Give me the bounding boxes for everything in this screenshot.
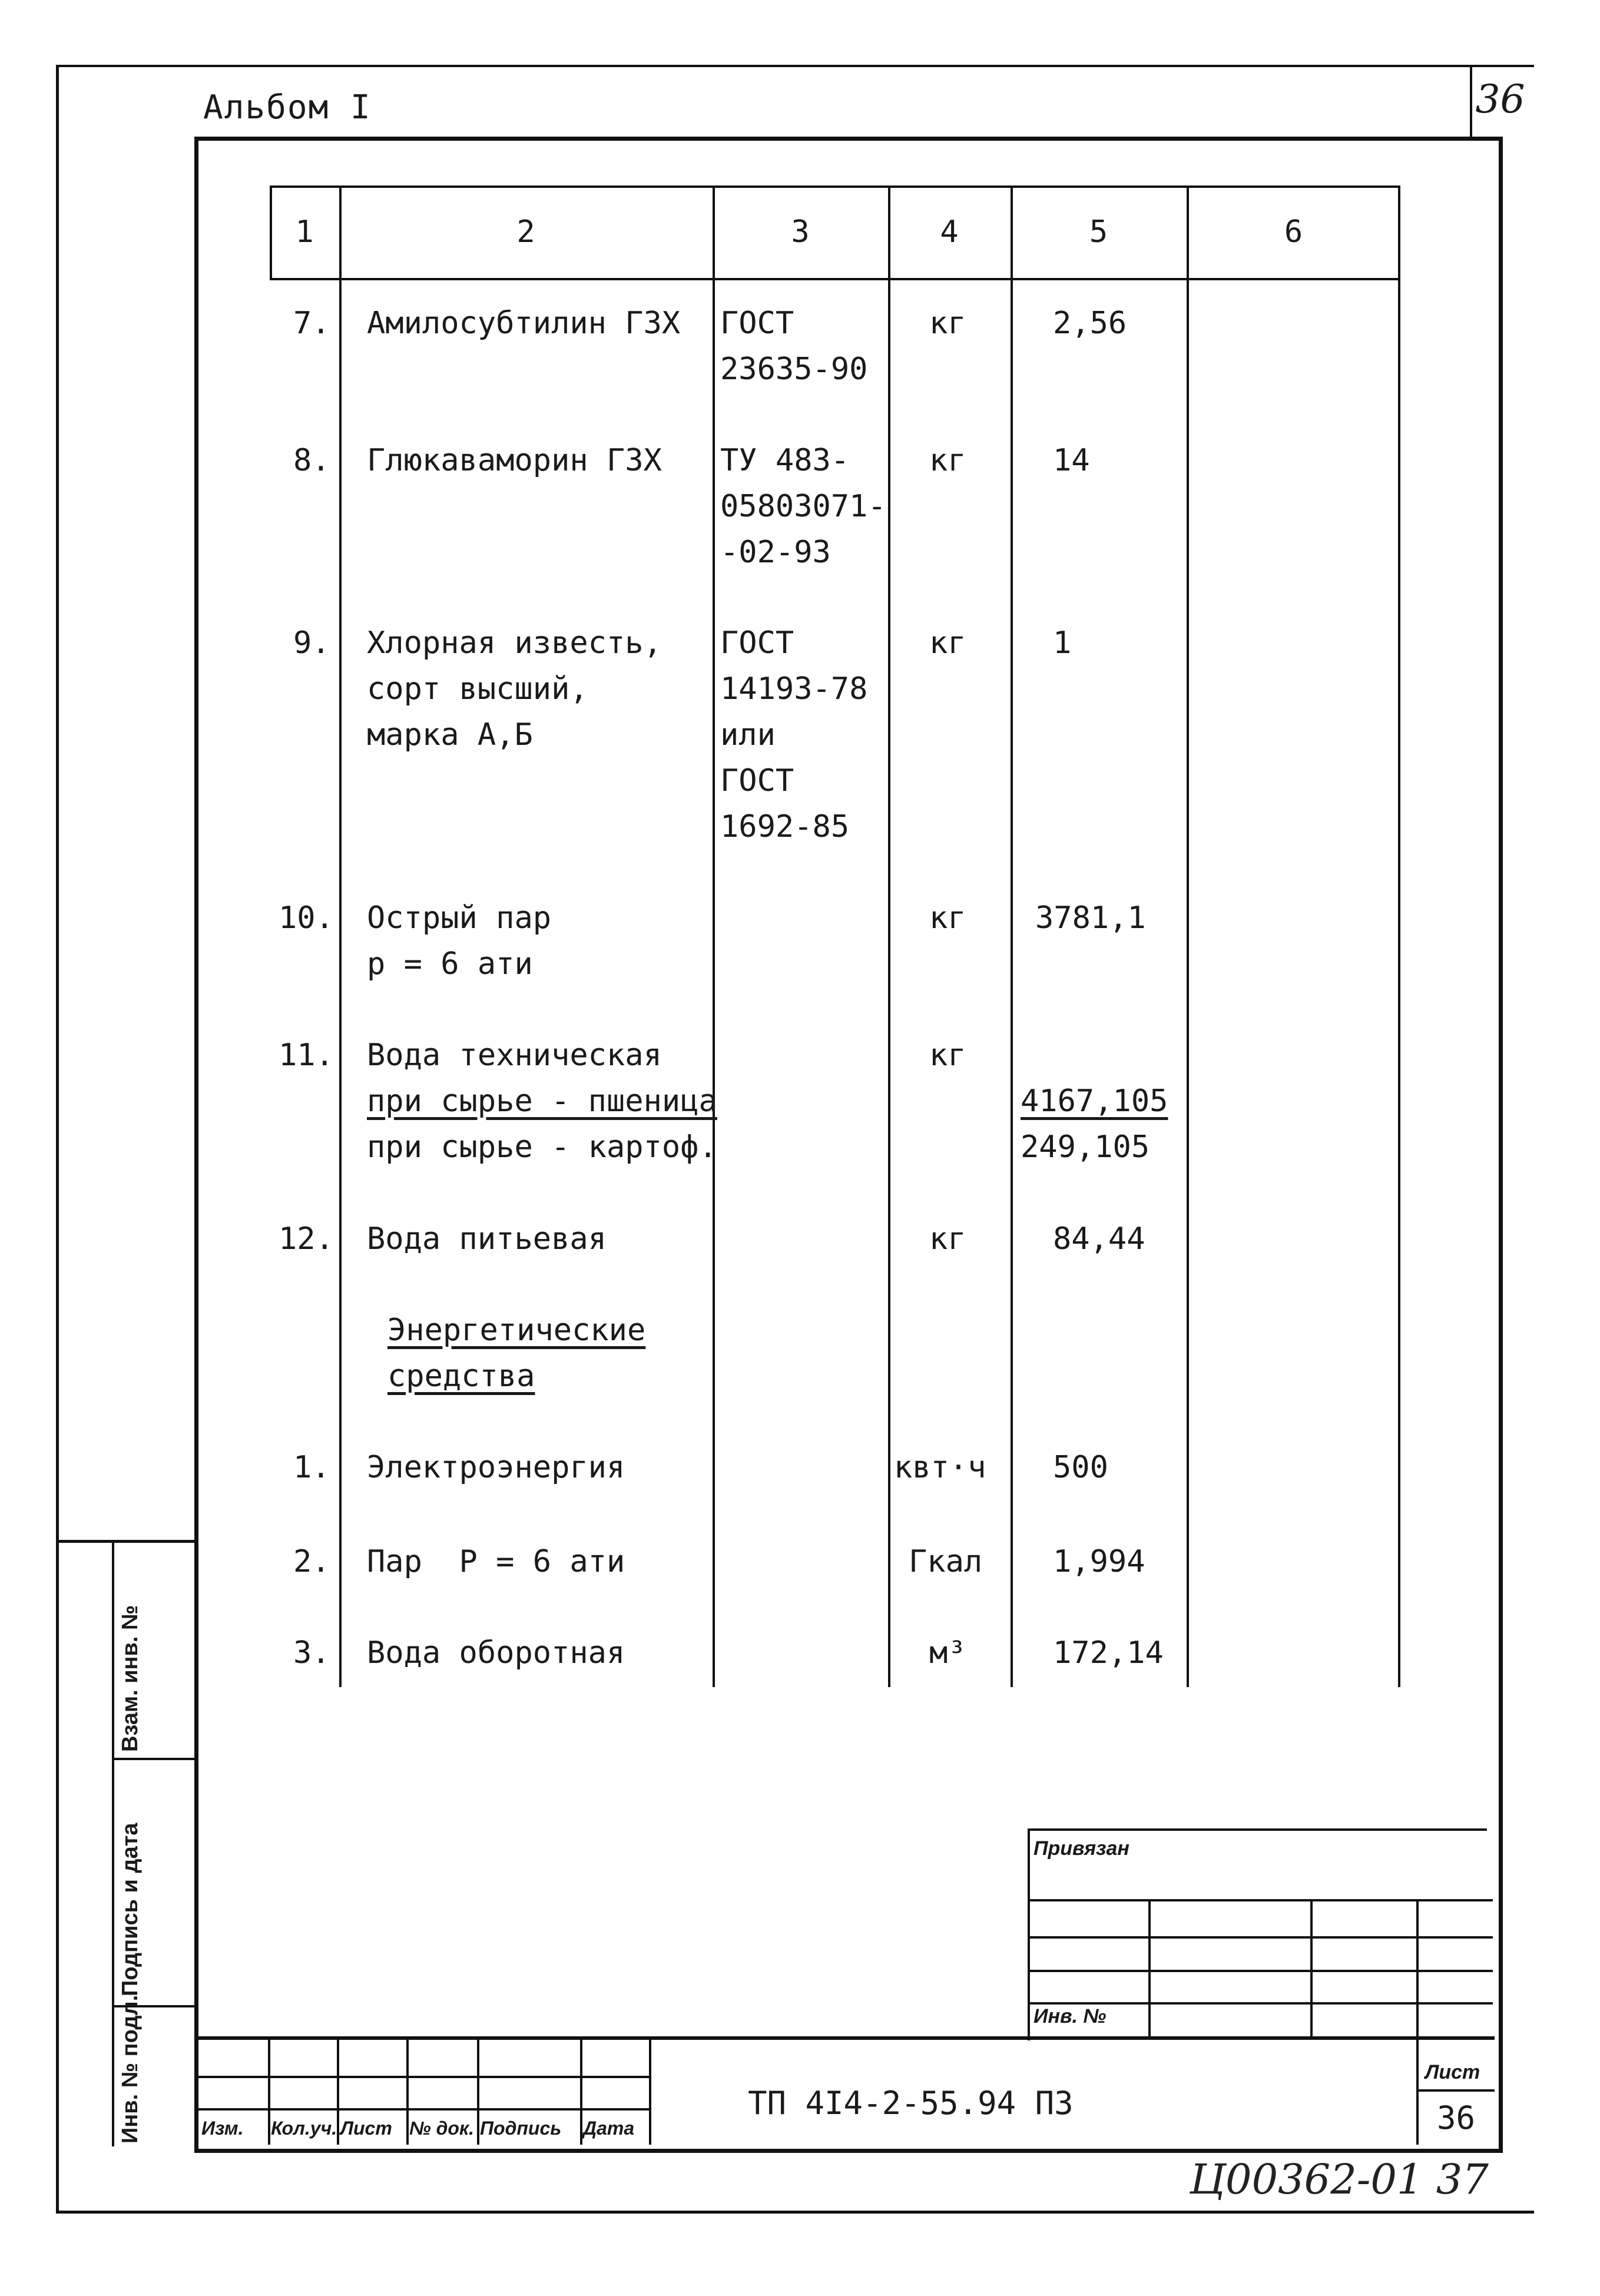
title-block-col-5 <box>580 2039 582 2145</box>
top-page-number: 36 <box>1475 77 1525 122</box>
item-unit: квт·ч <box>894 1450 986 1485</box>
col-label-signature: Подпись <box>480 2118 562 2139</box>
item-qty: 1,994 <box>1053 1544 1145 1579</box>
privyazan-row-2 <box>1028 1936 1493 1939</box>
item-name: Вода техническая <box>367 1038 662 1073</box>
item-unit: кг <box>929 1221 966 1257</box>
privyazan-col-2 <box>1310 1899 1313 2037</box>
col-divider-2 <box>713 185 715 1687</box>
item-name: Вода оборотная <box>367 1635 625 1671</box>
document-code: ТП 4I4-2-55.94 ПЗ <box>748 2085 1074 2122</box>
item-name: марка А,Б <box>367 717 533 753</box>
item-name: р = 6 ати <box>367 946 533 982</box>
side-stamp-sep-1 <box>112 1758 197 1760</box>
title-block-col-4 <box>477 2039 479 2145</box>
item-unit: кг <box>929 443 966 478</box>
header-col-5: 5 <box>1089 214 1108 250</box>
col-label-date: Дата <box>583 2118 635 2139</box>
privyazan-left-border <box>1028 1828 1030 2040</box>
item-unit: м³ <box>929 1635 966 1671</box>
item-name: сорт высший, <box>367 671 588 707</box>
item-doc: или <box>720 717 776 753</box>
privyazan-row-4 <box>1028 2002 1493 2005</box>
sheet-number: 36 <box>1437 2099 1476 2136</box>
item-doc: 05803071- <box>720 489 886 524</box>
item-name: Глюкаваморин ГЗХ <box>367 443 662 478</box>
privyazan-label: Привязан <box>1033 1837 1129 1860</box>
item-qty: 172,14 <box>1053 1635 1164 1671</box>
item-doc: ТУ 483- <box>720 443 850 478</box>
item-name: Хлорная известь, <box>367 625 662 661</box>
item-qty: 2,56 <box>1053 306 1127 341</box>
col-divider-3 <box>888 185 890 1687</box>
header-col-3: 3 <box>791 214 810 250</box>
header-col-1: 1 <box>295 214 314 250</box>
item-name-variant: при сырье - картоф. <box>367 1129 717 1165</box>
col-label-izm: Изм. <box>201 2118 244 2139</box>
row-number: 1. <box>293 1450 330 1485</box>
handwritten-archive-note: Ц00362-01 37 <box>1190 2155 1489 2204</box>
row-number: 3. <box>293 1635 330 1671</box>
item-doc: -02-93 <box>720 535 831 570</box>
col-label-kol-uch: Кол.уч. <box>271 2118 337 2139</box>
row-number: 9. <box>293 625 330 661</box>
title-block-top-border <box>198 2036 1495 2040</box>
row-number: 12. <box>279 1221 334 1257</box>
header-col-6: 6 <box>1284 214 1303 250</box>
title-block-col-3 <box>406 2039 409 2145</box>
item-qty: 84,44 <box>1053 1221 1145 1257</box>
item-name: Вода питьевая <box>367 1221 607 1257</box>
item-qty: 1 <box>1053 625 1072 661</box>
item-name: Электроэнергия <box>367 1450 625 1485</box>
table-header-border <box>270 278 1400 280</box>
section-title: средства <box>387 1359 535 1394</box>
col-label-list: Лист <box>340 2118 392 2139</box>
section-title: Энергетические <box>387 1313 646 1348</box>
col-label-doc-no: № док. <box>409 2118 474 2139</box>
side-stamp-top-line <box>56 1540 197 1543</box>
item-qty: 4167,105 <box>1021 1084 1168 1119</box>
row-number: 2. <box>293 1544 330 1579</box>
privyazan-row-1 <box>1028 1899 1493 1901</box>
item-unit: Гкал <box>909 1544 983 1579</box>
album-label: Альбом I <box>203 88 372 127</box>
row-number: 10. <box>279 900 334 936</box>
side-label-signature-date: Подпись и дата <box>118 1823 143 1996</box>
item-doc: 14193-78 <box>720 671 868 707</box>
title-block-col-6 <box>649 2039 651 2145</box>
header-col-4: 4 <box>940 214 959 250</box>
item-doc: ГОСТ <box>720 306 794 341</box>
title-block-col-2 <box>337 2039 339 2145</box>
privyazan-top-border <box>1028 1828 1487 1831</box>
item-name: Амилосубтилин ГЗХ <box>367 306 681 341</box>
row-number: 8. <box>293 443 330 478</box>
materials-table <box>270 185 1400 1687</box>
col-divider-5 <box>1187 185 1189 1687</box>
item-unit: кг <box>929 306 966 341</box>
privyazan-row-3 <box>1028 1970 1493 1972</box>
item-doc: ГОСТ <box>720 763 794 799</box>
col-divider-1 <box>339 185 342 1687</box>
side-label-original-inv: Инв. № подл. <box>118 1994 143 2143</box>
col-divider-4 <box>1011 185 1013 1687</box>
side-label-replacement-inv: Взам. инв. № <box>118 1605 143 1752</box>
item-name: Пар Р = 6 ати <box>367 1544 625 1579</box>
sheet-label: Лист <box>1425 2061 1480 2083</box>
item-qty: 3781,1 <box>1035 900 1146 936</box>
side-stamp-divider <box>112 1540 114 2146</box>
item-qty: 249,105 <box>1021 1129 1150 1165</box>
table-right-border <box>1398 185 1400 1687</box>
item-doc: 23635-90 <box>720 352 868 387</box>
title-block-sheet-row <box>1416 2089 1495 2092</box>
inv-no-label: Инв. № <box>1033 2005 1107 2027</box>
title-block-col-1 <box>268 2039 270 2145</box>
row-number: 11. <box>279 1038 334 1073</box>
header-col-2: 2 <box>516 214 535 250</box>
item-unit: кг <box>929 625 966 661</box>
item-name-variant: при сырье - пшеница <box>367 1084 717 1119</box>
item-unit: кг <box>929 900 966 936</box>
table-top-border <box>270 185 1400 188</box>
item-doc: ГОСТ <box>720 625 794 661</box>
title-block-sheet-divider <box>1416 2039 1419 2145</box>
item-name: Острый пар <box>367 900 552 936</box>
item-unit: кг <box>929 1038 966 1073</box>
privyazan-col-1 <box>1148 1899 1151 2037</box>
item-doc: 1692-85 <box>720 809 850 844</box>
row-number: 7. <box>293 306 330 341</box>
item-qty: 500 <box>1053 1450 1108 1485</box>
item-qty: 14 <box>1053 443 1090 478</box>
privyazan-col-3 <box>1416 1899 1419 2037</box>
